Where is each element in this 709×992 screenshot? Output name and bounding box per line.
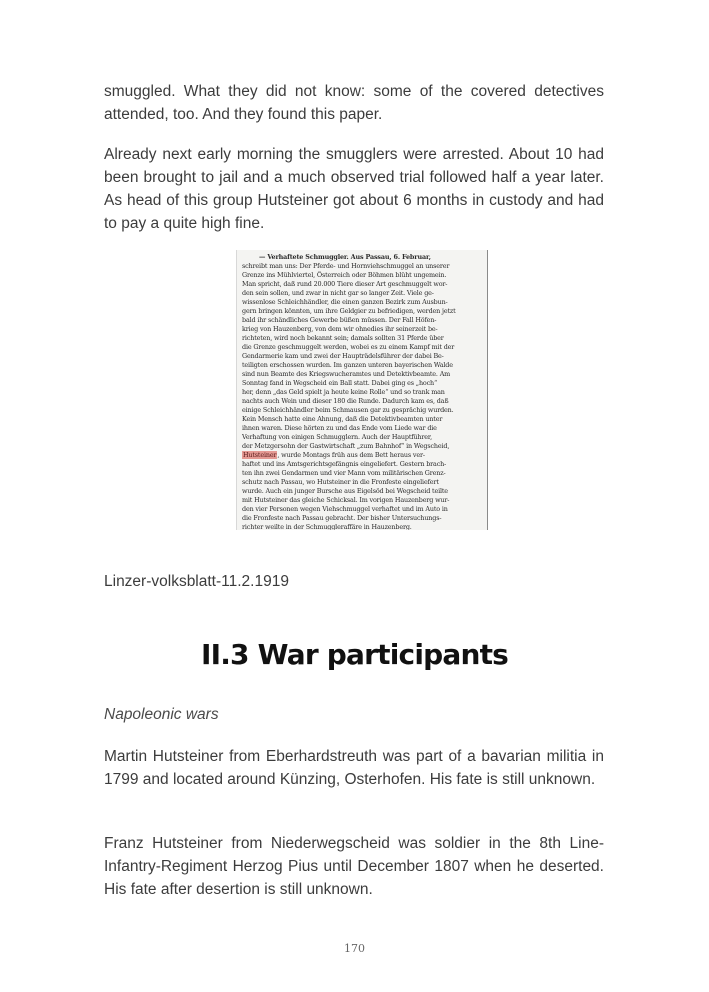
clipping-line: wurde. Auch ein junger Bursche aus Eigelsöd bei Wegscheid teilte [242, 487, 448, 495]
clipping-line: bald ihr schändliches Gewerbe büßen müssen. Der Fall Höfen- [242, 316, 437, 324]
clipping-line: die Fronfeste nach Passau gebracht. Der bisher Untersuchungs- [242, 514, 442, 522]
clipping-line: ihnen waren. Diese hörten zu und das Ende vom Liede war die [242, 424, 437, 432]
clipping-line: her, denn „das Geld spielt ja heute keine Rolle“ und so trank man [242, 388, 445, 396]
clipping-line: den sein sollen, und zwar in nicht gar so langer Zeit. Viele ge- [242, 289, 434, 297]
clipping-line: ten ihn zwei Gendarmen und vier Mann vom militärischen Grenz- [242, 469, 446, 477]
clipping-line: richteten, wird noch bekannt sein; damals sollten 31 Pferde über [242, 334, 444, 342]
clipping-line: Verhaftung von einigen Schmugglern. Auch der Hauptführer, [242, 433, 433, 441]
highlighted-name: Hutsteiner [243, 451, 277, 459]
arrest-paragraph: Already next early morning the smugglers were arrested. About 10 had been brought to jail and a much observed trial followed half a year later. As head of this group Hutsteiner got about 6 months in custody and had to pay a quite high fine. [104, 146, 604, 232]
clipping-line: Hutsteiner, wurde Montags früh aus dem Bett heraus ver- [243, 451, 425, 459]
clipping-line: Man spricht, daß rund 20.000 Tiere dieser Art geschmuggelt wor- [242, 280, 448, 288]
clipping-line: der Metzgersohn der Gastwirtschaft „zum Bahnhof“ in Wegscheid, [242, 442, 450, 450]
clipping-line: Kein Mensch hatte eine Ahnung, daß die Detektivbeamten unter [242, 415, 443, 423]
martin-paragraph: Martin Hutsteiner from Eberhardstreuth was part of a bavarian militia in 1799 and located around Künzing, Osterhofen. His fate is still unknown. [104, 748, 604, 788]
clipping-line: Sonntag fand in Wegscheid ein Ball statt. Dabei ging es „hoch“ [242, 379, 438, 387]
page-number: 170 [344, 942, 365, 955]
clipping-line: schreibt man uns: Der Pferde- und Hornviehschmuggel an unserer [242, 262, 450, 270]
clipping-line: richter weilte in der Schmuggleraffäre in Hauzenberg. [242, 523, 412, 530]
clipping-line: teiligten erschossen wurden. Im ganzen unteren bayerischen Walde [242, 361, 453, 369]
clipping-line: schutz nach Passau, wo Hutsteiner in die Fronfeste eingeliefert [242, 478, 439, 486]
clipping-line: krieg von Hauzenberg, von dem wir ohnedies ihr seinerzeit be- [242, 325, 438, 333]
clipping-line: den vier Personen wegen Viehschmuggel verhaftet und im Auto in [242, 505, 448, 513]
clipping-line: die Grenze geschmuggelt werden, wobei es zu einem Kampf mit der [242, 343, 455, 351]
clipping-line: wissenlose Schleichhändler, die einen ganzen Bezirk zum Ausbun- [242, 298, 448, 306]
clipping-line: mit Hutsteiner das gleiche Schicksal. Im vorigen Hauzenberg wur- [242, 496, 450, 504]
section-heading: II.3 War participants [200, 638, 509, 671]
clipping-line: einige Schleichhändler beim Schmausen gar zu gesprächig wurden. [242, 406, 454, 414]
clipping-caption: Linzer-volksblatt-11.2.1919 [104, 573, 289, 590]
clipping-line: nachts auch Wein und dieser 180 die Runde. Dadurch kam es, daß [242, 397, 449, 405]
intro-paragraph: smuggled. What they did not know: some of the covered detectives attended, too. And they found this paper. [104, 83, 604, 123]
franz-paragraph: Franz Hutsteiner from Niederwegscheid was soldier in the 8th Line-Infantry-Regiment Herzog Pius until December 1807 when he deserted. His fate after desertion is still unknown. [104, 835, 604, 898]
clipping-line: Grenze ins Mühlviertel, Österreich oder Böhmen blüht ungemein. [242, 271, 447, 279]
clipping-line: — Verhaftete Schmuggler. Aus Passau, 6. Februar, [259, 253, 431, 261]
clipping-line: sind nun Beamte des Kriegswucheramtes und Detektivbeamte. Am [242, 370, 451, 378]
clipping-line: Gendarmerie kam und zwei der Haupträdelsführer der dabei Be- [242, 352, 444, 360]
section-subheading: Napoleonic wars [104, 706, 219, 723]
newspaper-clipping [236, 250, 488, 530]
clipping-line: gern bringen könnten, um ihre Geldgier zu befriedigen, werden jetzt [242, 307, 456, 315]
clipping-line: haftet und ins Amtsgerichtsgefängnis eingeliefert. Gestern brach- [242, 460, 447, 468]
